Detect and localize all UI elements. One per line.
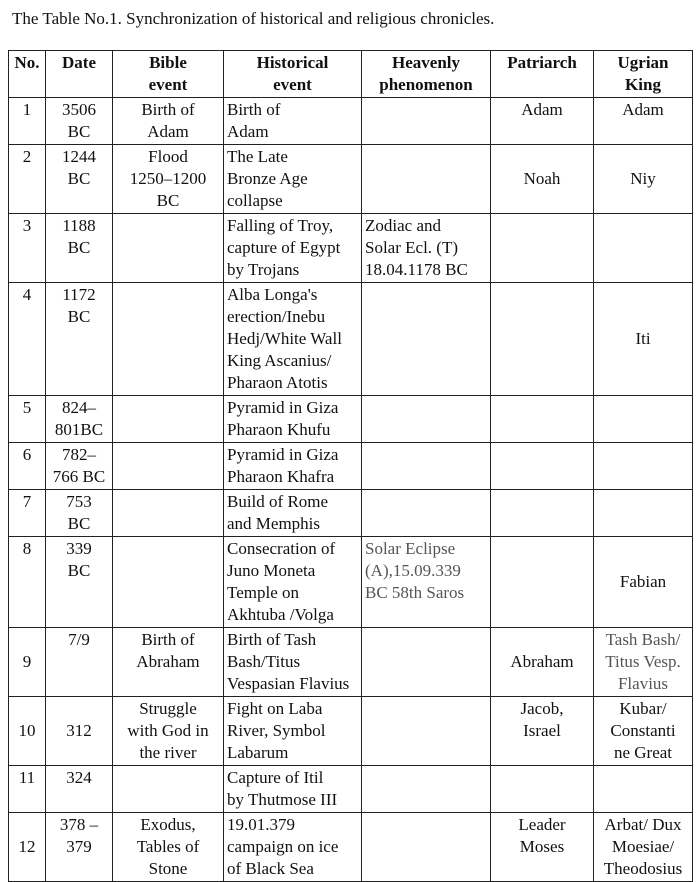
cell-heavenly-phenomenon xyxy=(362,697,491,766)
cell-heavenly-phenomenon xyxy=(362,145,491,214)
header-row xyxy=(9,51,693,98)
cell-bible-event xyxy=(113,396,224,443)
cell-historical-event: 19.01.379 campaign on ice of Black Sea xyxy=(224,813,362,882)
cell-date: 324 xyxy=(46,766,113,813)
cell-bible-event: Struggle with God in the river xyxy=(113,697,224,766)
table-row xyxy=(9,537,693,628)
cell-no: 5 xyxy=(9,396,46,443)
cell-patriarch xyxy=(491,214,594,283)
cell-no: 4 xyxy=(9,283,46,396)
cell-date: 1244 BC xyxy=(46,145,113,214)
cell-ugrian-king: Fabian xyxy=(594,537,693,628)
cell-historical-event: Pyramid in Giza Pharaon Khufu xyxy=(224,396,362,443)
cell-patriarch: Adam xyxy=(491,98,594,145)
cell-no: 2 xyxy=(9,145,46,214)
header-ugrian-king: Ugrian King xyxy=(594,51,693,98)
cell-historical-event: Consecration of Juno Moneta Temple on Akhtuba /Volga xyxy=(224,537,362,628)
cell-historical-event: The Late Bronze Age collapse xyxy=(224,145,362,214)
cell-historical-event: Falling of Troy, capture of Egypt by Trojans xyxy=(224,214,362,283)
cell-bible-event xyxy=(113,537,224,628)
table-row xyxy=(9,813,693,882)
cell-heavenly-phenomenon xyxy=(362,283,491,396)
cell-bible-event xyxy=(113,766,224,813)
table-caption: The Table No.1. Synchronization of historical and religious chronicles. xyxy=(12,9,495,28)
header-heavenly-phenomenon: Heavenly phenomenon xyxy=(362,51,491,98)
cell-historical-event: Birth of Tash Bash/Titus Vespasian Flavius xyxy=(224,628,362,697)
cell-patriarch xyxy=(491,396,594,443)
cell-date: 7/9 xyxy=(46,628,113,697)
cell-ugrian-king: Tash Bash/ Titus Vesp. Flavius xyxy=(594,628,693,697)
cell-ugrian-king xyxy=(594,766,693,813)
cell-patriarch: Abraham xyxy=(491,628,594,697)
cell-date: 3506 BC xyxy=(46,98,113,145)
cell-bible-event: Birth of Adam xyxy=(113,98,224,145)
cell-date: 824– 801BC xyxy=(46,396,113,443)
cell-ugrian-king xyxy=(594,443,693,490)
cell-patriarch xyxy=(491,490,594,537)
header-date: Date xyxy=(46,51,113,98)
cell-no: 9 xyxy=(9,628,46,697)
cell-ugrian-king xyxy=(594,490,693,537)
cell-ugrian-king xyxy=(594,214,693,283)
table-row xyxy=(9,628,693,697)
cell-historical-event: Fight on Laba River, Symbol Labarum xyxy=(224,697,362,766)
cell-no: 7 xyxy=(9,490,46,537)
cell-no: 3 xyxy=(9,214,46,283)
table-row xyxy=(9,283,693,396)
header-no: No. xyxy=(9,51,46,98)
cell-heavenly-phenomenon xyxy=(362,813,491,882)
cell-date: 782– 766 BC xyxy=(46,443,113,490)
cell-no: 12 xyxy=(9,813,46,882)
cell-patriarch xyxy=(491,766,594,813)
cell-date: 312 xyxy=(46,697,113,766)
cell-no: 1 xyxy=(9,98,46,145)
cell-patriarch xyxy=(491,443,594,490)
header-bible-event: Bible event xyxy=(113,51,224,98)
table-row xyxy=(9,490,693,537)
header-patriarch: Patriarch xyxy=(491,51,594,98)
cell-ugrian-king xyxy=(594,396,693,443)
cell-bible-event: Birth of Abraham xyxy=(113,628,224,697)
cell-heavenly-phenomenon xyxy=(362,766,491,813)
cell-patriarch: Noah xyxy=(491,145,594,214)
cell-heavenly-phenomenon: Zodiac and Solar Ecl. (T) 18.04.1178 BC xyxy=(362,214,491,283)
cell-bible-event xyxy=(113,283,224,396)
cell-bible-event xyxy=(113,490,224,537)
cell-heavenly-phenomenon xyxy=(362,628,491,697)
cell-bible-event: Flood 1250–1200 BC xyxy=(113,145,224,214)
cell-no: 8 xyxy=(9,537,46,628)
cell-patriarch: Jacob, Israel xyxy=(491,697,594,766)
table-row xyxy=(9,98,693,145)
cell-no: 6 xyxy=(9,443,46,490)
cell-historical-event: Build of Rome and Memphis xyxy=(224,490,362,537)
table-row xyxy=(9,396,693,443)
cell-heavenly-phenomenon xyxy=(362,490,491,537)
cell-ugrian-king: Adam xyxy=(594,98,693,145)
cell-date: 378 – 379 xyxy=(46,813,113,882)
cell-historical-event: Birth of Adam xyxy=(224,98,362,145)
header-historical-event: Historical event xyxy=(224,51,362,98)
cell-date: 753 BC xyxy=(46,490,113,537)
cell-historical-event: Alba Longa's erection/Inebu Hedj/White Wall King Ascanius/ Pharaon Atotis xyxy=(224,283,362,396)
cell-patriarch: Leader Moses xyxy=(491,813,594,882)
cell-historical-event: Capture of Itil by Thutmose III xyxy=(224,766,362,813)
table-row xyxy=(9,697,693,766)
synchronization-table xyxy=(8,50,693,882)
cell-heavenly-phenomenon xyxy=(362,98,491,145)
cell-bible-event xyxy=(113,443,224,490)
cell-patriarch xyxy=(491,537,594,628)
cell-heavenly-phenomenon: Solar Eclipse (A),15.09.339 BC 58th Saros xyxy=(362,537,491,628)
cell-ugrian-king: Kubar/ Constanti ne Great xyxy=(594,697,693,766)
cell-date: 1172 BC xyxy=(46,283,113,396)
table-row xyxy=(9,766,693,813)
cell-ugrian-king: Arbat/ Dux Moesiae/ Theodosius xyxy=(594,813,693,882)
cell-date: 1188 BC xyxy=(46,214,113,283)
cell-ugrian-king: Iti xyxy=(594,283,693,396)
table-row xyxy=(9,214,693,283)
cell-patriarch xyxy=(491,283,594,396)
cell-ugrian-king: Niy xyxy=(594,145,693,214)
cell-historical-event: Pyramid in Giza Pharaon Khafra xyxy=(224,443,362,490)
cell-heavenly-phenomenon xyxy=(362,443,491,490)
table-row xyxy=(9,443,693,490)
cell-bible-event: Exodus, Tables of Stone xyxy=(113,813,224,882)
cell-date: 339 BC xyxy=(46,537,113,628)
cell-no: 11 xyxy=(9,766,46,813)
cell-no: 10 xyxy=(9,697,46,766)
cell-bible-event xyxy=(113,214,224,283)
cell-heavenly-phenomenon xyxy=(362,396,491,443)
table-row xyxy=(9,145,693,214)
